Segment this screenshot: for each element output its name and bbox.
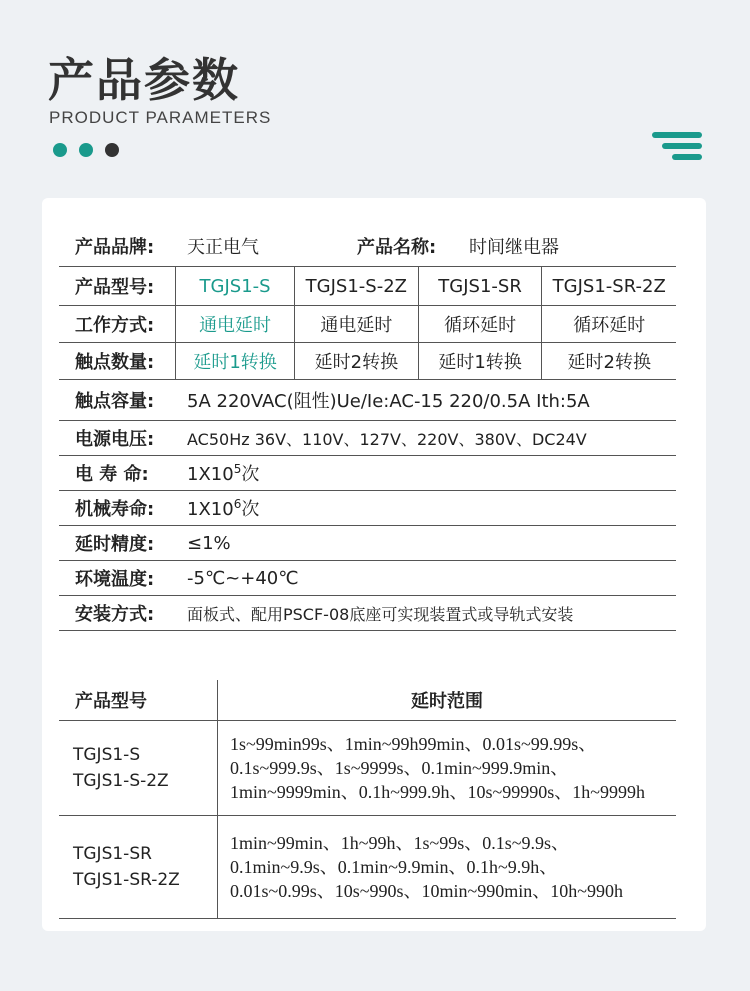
install-value: 面板式、配用PSCF-08底座可实现装置式或导轨式安装 — [187, 604, 574, 624]
name-label: 产品名称: — [357, 237, 437, 258]
mechanical-life-value — [177, 495, 676, 521]
model-cell: TGJS1-S-2Z — [294, 267, 418, 305]
brand-label: 产品品牌: — [75, 237, 155, 258]
range-line: 0.1min~9.9s、0.1min~9.9min、0.1h~9.9h、 — [230, 857, 558, 877]
mechanical-life-label: 机械寿命: — [75, 499, 155, 520]
range-line: 1min~9999min、0.1h~999.9h、10s~99990s、1h~9999h — [230, 782, 645, 802]
life-base: 1X10 — [187, 464, 234, 485]
mode-cell: 循环延时 — [418, 306, 542, 342]
spec-table — [59, 226, 676, 631]
life-unit: 次 — [241, 499, 260, 520]
range-line: 0.01s~0.99s、10s~990s、10min~990min、10h~990h — [230, 881, 623, 901]
range-model: TGJS1-S-2Z — [73, 771, 169, 791]
mechanical-life-row — [59, 491, 676, 526]
brand-lines-icon — [652, 132, 702, 168]
decorative-dots — [53, 143, 119, 157]
contacts-cell: 延时1转换 — [175, 343, 294, 379]
range-header-range: 延时范围 — [218, 680, 677, 721]
range-values-cell — [218, 721, 677, 816]
mode-label: 工作方式: — [75, 315, 155, 336]
contacts-cell: 延时1转换 — [418, 343, 542, 379]
mode-row — [59, 306, 676, 343]
accuracy-row — [59, 526, 676, 561]
range-header-model: 产品型号 — [59, 680, 218, 721]
capacity-label: 触点容量: — [75, 391, 155, 412]
range-line: 1s~99min99s、1min~99h99min、0.01s~99.99s、 — [230, 734, 597, 754]
table-row — [59, 721, 676, 816]
range-model: TGJS1-SR-2Z — [73, 870, 180, 890]
dot-icon — [79, 143, 93, 157]
life-base: 1X10 — [187, 499, 234, 520]
dot-icon — [53, 143, 67, 157]
temperature-value: -5℃~+40℃ — [187, 567, 299, 589]
range-line: 0.1s~999.9s、1s~9999s、0.1min~999.9min、 — [230, 758, 569, 778]
range-model-cell — [59, 721, 218, 816]
model-cell: TGJS1-SR — [418, 267, 542, 305]
name-value: 时间继电器 — [469, 237, 559, 258]
contacts-cell: 延时2转换 — [294, 343, 418, 379]
range-values-cell — [218, 816, 677, 919]
voltage-label: 电源电压: — [75, 429, 155, 450]
electrical-life-value — [177, 460, 676, 486]
range-model: TGJS1-S — [73, 745, 141, 765]
electrical-life-label: 电 寿 命: — [75, 464, 149, 485]
delay-range-table — [59, 680, 676, 919]
mode-cell: 通电延时 — [175, 306, 294, 342]
contacts-cell: 延时2转换 — [541, 343, 676, 379]
install-row — [59, 596, 676, 631]
page-subtitle: PRODUCT PARAMETERS — [49, 108, 272, 127]
range-model: TGJS1-SR — [73, 844, 152, 864]
page-title: 产品参数 — [48, 53, 240, 107]
range-model-cell — [59, 816, 218, 919]
temperature-row — [59, 561, 676, 596]
accuracy-label: 延时精度: — [75, 534, 155, 555]
model-cell: TGJS1-SR-2Z — [541, 267, 676, 305]
capacity-row — [59, 380, 676, 421]
electrical-life-row — [59, 456, 676, 491]
mode-cell: 通电延时 — [294, 306, 418, 342]
brand-row — [59, 226, 676, 267]
model-label: 产品型号: — [75, 277, 155, 298]
temperature-label: 环境温度: — [75, 569, 155, 590]
range-header-row — [59, 680, 676, 721]
life-exponent: 5 — [233, 462, 242, 476]
voltage-value: AC50Hz 36V、110V、127V、220V、380V、DC24V — [187, 429, 587, 449]
life-exponent: 6 — [233, 497, 242, 511]
range-line: 1min~99min、1h~99h、1s~99s、0.1s~9.9s、 — [230, 833, 569, 853]
capacity-value: 5A 220VAC(阻性)Ue/Ie:AC-15 220/0.5A Ith:5A — [187, 391, 590, 412]
table-row — [59, 816, 676, 919]
brand-value: 天正电气 — [187, 237, 259, 258]
voltage-row — [59, 421, 676, 456]
contacts-row — [59, 343, 676, 380]
mode-cell: 循环延时 — [541, 306, 676, 342]
life-unit: 次 — [241, 464, 260, 485]
accuracy-value: ≤1% — [187, 532, 231, 554]
model-row — [59, 267, 676, 306]
dot-icon — [105, 143, 119, 157]
contacts-label: 触点数量: — [75, 352, 155, 373]
model-cell: TGJS1-S — [175, 267, 294, 305]
install-label: 安装方式: — [75, 604, 155, 625]
